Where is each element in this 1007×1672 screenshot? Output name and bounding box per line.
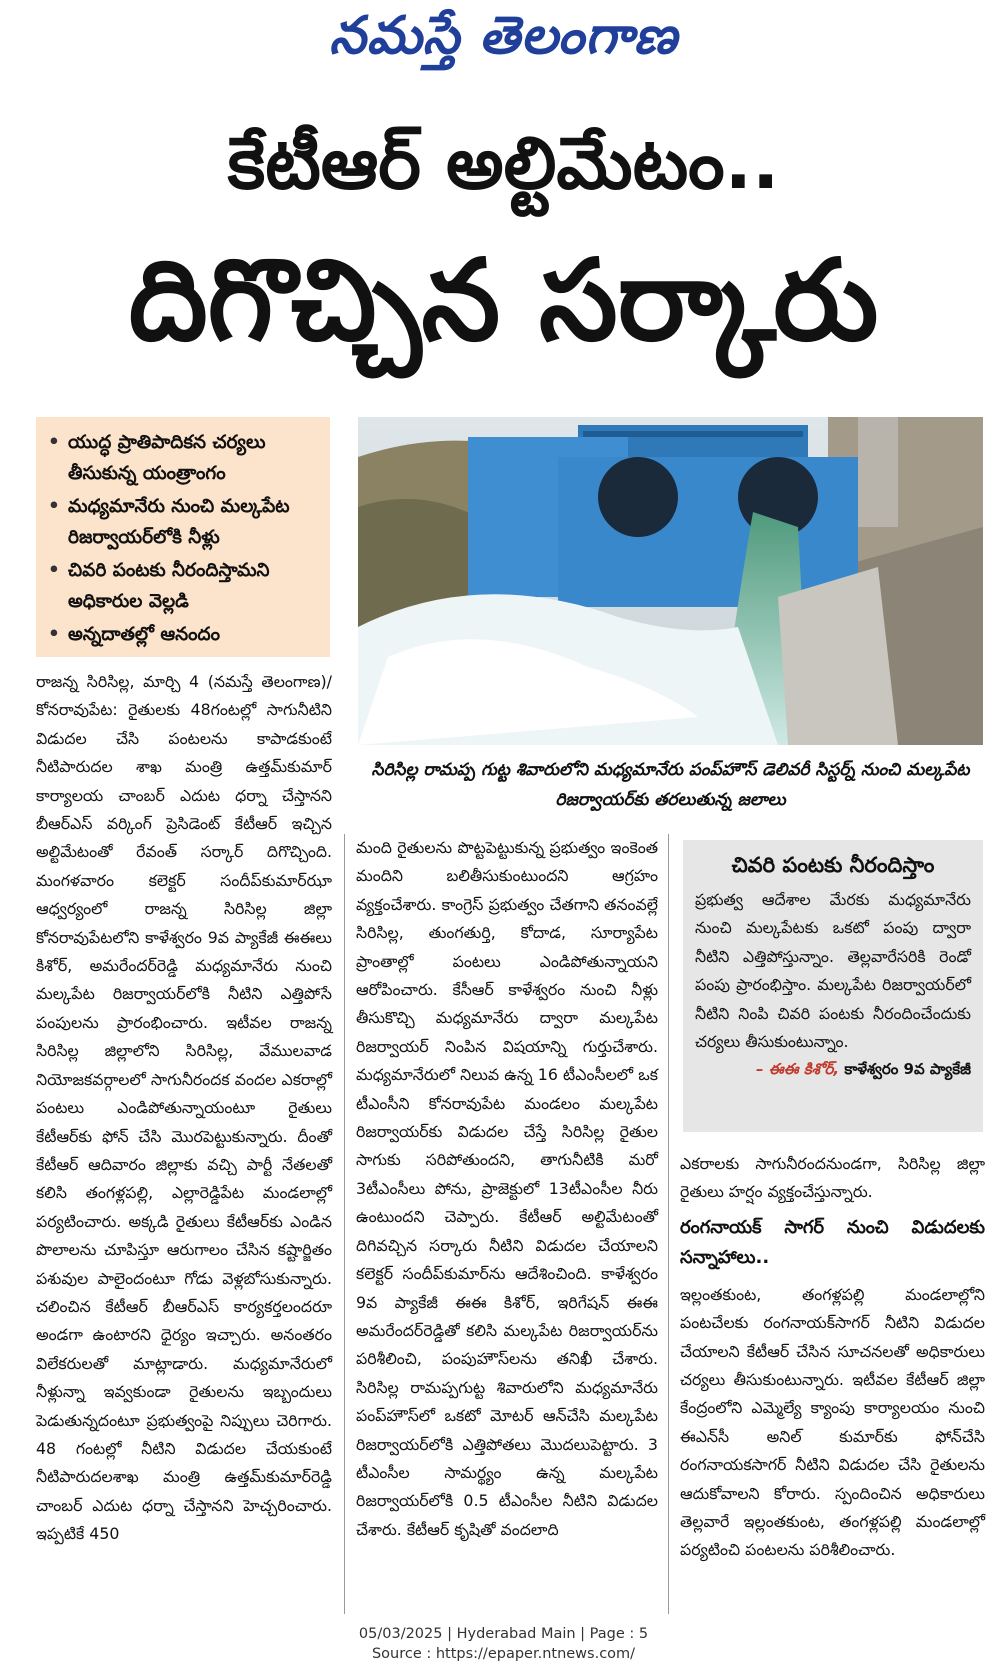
photo-caption: సిరిసిల్ల రామప్ప గుట్ట శివారులోని మధ్యమానేరు పంప్‌హౌస్ డెలివరీ సిస్టర్న్ నుంచి మల్కపేట రిజర్వాయర్‌కు తరలుతున్న జలాలు	[371, 760, 970, 810]
credit-name: – ఈఈ కిశోర్,	[756, 1060, 840, 1079]
highlight-item: • మధ్యమానేరు నుంచి మల్కపేట రిజర్వాయర్‌లోకి నీళ్లు	[46, 491, 322, 553]
sidebox-body: ప్రభుత్వ ఆదేశాల మేరకు మధ్యమానేరు నుంచి మల్కపేటకు ఒకటో పంపు ద్వారా నీటిని ఎత్తిపోస్తున్నాం. తెల్లవారేసరికి రెండో పంపు ప్రారంభిస్తాం. మల్కపేట రిజర్వాయర్‌లో నీటిని నింపి చివరి పంటకు నీరందించేందుకు చర్యలు తీసుకుంటున్నాం.	[695, 890, 971, 1052]
bullet-icon: •	[48, 560, 60, 581]
headline-line2: దిగొచ్చిన సర్కారు	[128, 236, 879, 366]
highlights-box	[36, 417, 330, 657]
footer-source: Source : https://epaper.ntnews.com/	[371, 1646, 636, 1662]
bullet-icon: •	[48, 496, 60, 517]
column-divider	[344, 834, 345, 1614]
column-3-body: ఇల్లంతకుంట, తంగళ్లపల్లి మండలాల్లోని పంటచేలకు రంగనాయక్‌సాగర్ నీటిని విడుదల చేయాలని కేటీఆర్ చేసిన సూచనలతో అధికారులు చర్యలు తీసుకుంటున్నారు. ఇటీవల కేటీఆర్ జిల్లా కేంద్రంలోని ఎమ్మెల్యే క్యాంపు కార్యాలయం నుంచి ఈఎన్‌సీ అనిల్ కుమార్‌కు ఫోన్‌చేసి రంగనాయకసాగర్ నీటిని విడుదల చేసి రైతులను ఆదుకోవాలని కోరారు. స్పందించిన అధికారులు తెల్లవారే ఇల్లంతకుంట, తంగళ్లపల్లి మండలాల్లో పర్యటించి పంటలను పరిశీలించారు.	[680, 1284, 985, 1560]
highlight-item: • చివరి పంటకు నీరందిస్తామని అధికారుల వెల్లడి	[46, 555, 322, 617]
quote-sidebox	[683, 840, 983, 1132]
bullet-icon: •	[48, 432, 60, 453]
credit-role: కాళేశ్వరం 9వ ప్యాకేజీ	[844, 1060, 971, 1079]
highlight-item: • యుద్ధ ప్రాతిపాదికన చర్యలు తీసుకున్న యంత్రాంగం	[46, 427, 322, 489]
headline-line1: కేటీఆర్ అల్టిమేటం..	[227, 121, 780, 205]
column-divider	[668, 834, 669, 1614]
highlight-item: • అన్నదాతల్లో ఆనందం	[46, 619, 322, 650]
sidebox-title: చివరి పంటకు నీరందిస్తాం	[731, 853, 935, 877]
page-footer	[0, 1624, 1007, 1664]
bullet-icon: •	[48, 624, 60, 645]
article-column-1: రాజన్న సిరిసిల్ల, మార్చి 4 (నమస్తే తెలంగాణ)/ కోనరావుపేట: రైతులకు 48గంటల్లో సాగునీటిని విడుదల చేసి పంటలను కాపాడకుంటే నీటిపారుదల శాఖ మంత్రి ఉత్తమ్‌కుమార్ కార్యాలయ చాంబర్ ఎదుట ధర్నా చేస్తానని బీఆర్‌ఎస్ వర్కింగ్ ప్రెసిడెంట్ కేటీఆర్ ఇచ్చిన అల్టిమేటంతో రేవంత్ సర్కార్ దిగొచ్చింది. మంగళవారం కలెక్టర్ సందీప్‌కుమార్‌ఝా ఆధ్వర్యంలో రాజన్న సిరిసిల్ల జిల్లా కోనరావుపేటలోని కాళేశ్వరం 9వ ప్యాకేజీ ఈఈలు కిశోర్, అమరేందర్‌రెడ్డి మధ్యమానేరు నుంచి మల్కపేట రిజర్వాయర్‌లోకి నీటిని ఎత్తిపోసే పంపులను ప్రారంభించారు. ఇటీవల రాజన్న సిరిసిల్ల జిల్లాలోని సిరిసిల్ల, వేములవాడ నియోజకవర్గాలలో సాగునీరందక వందల ఎకరాల్లో పంటలు ఎండిపోతున్నాయంటూ రైతులు కేటీఆర్‌కు ఫోన్ చేసి మొరపెట్టుకున్నారు. దీంతో కేటీఆర్ ఆదివారం జిల్లాకు వచ్చి పార్టీ నేతలతో కలిసి తంగళ్లపల్లి, ఎల్లారెడ్డిపేట మండలాల్లో పర్యటించారు. అక్కడి రైతులు కేటీఆర్‌కు ఎండిన పొలాలను చూపిస్తూ ఆరుగాలం చేసిన కష్టార్జితం పశువుల పాలైందంటూ గోడు వెళ్లబోసుకున్నారు. చలించిన కేటీఆర్ బీఆర్‌ఎస్ కార్యకర్తలందరూ అండగా ఉంటారని ధైర్యం ఇచ్చారు. అనంతరం విలేకరులతో మాట్లాడారు. మధ్యమానేరులో నీళ్లున్నా ఇవ్వకుండా రైతులను ఇబ్బందులు పెడుతున్నదంటూ ప్రభుత్వంపై నిప్పులు చెరిగారు. 48 గంటల్లో నీటిని విడుదల చేయకుంటే నీటిపారుదలశాఖ మంత్రి ఉత్తమ్‌కుమార్‌రెడ్డి చాంబర్ ఎదుట ధర్నా చేస్తానని హెచ్చరించారు. ఇప్పటికే 450	[36, 672, 332, 1544]
section-subhead: రంగనాయక్ సాగర్ నుంచి విడుదలకు సన్నాహాలు..	[680, 1216, 985, 1268]
article-column-3	[680, 1150, 985, 1565]
footer-edition: 05/03/2025 | Hyderabad Main | Page : 5	[358, 1626, 649, 1642]
column-3-intro: ఎకరాలకు సాగునీరందనుండగా, సిరిసిల్ల జిల్లా రైతులు హర్షం వ్యక్తంచేస్తున్నారు.	[680, 1154, 985, 1202]
pumphouse-photo	[358, 417, 983, 745]
article-column-2: మంది రైతులను పొట్టపెట్టుకున్న ప్రభుత్వం ఇంకెంత మందిని బలితీసుకుంటుందని ఆగ్రహం వ్యక్తంచేశారు. కాంగ్రెస్ ప్రభుత్వం చేతగాని తనంవల్లే సిరిసిల్ల, తుంగతుర్తి, కోదాడ, సూర్యాపేట ప్రాంతాల్లో పంటలు ఎండిపోతున్నాయని ఆరోపించారు. కేసీఆర్ కాళేశ్వరం నుంచి నీళ్లు తీసుకొచ్చి మధ్యమానేరు ద్వారా మల్కపేట రిజర్వాయర్ నింపిన విషయాన్ని గుర్తుచేశారు. మధ్యమానేరులో నిలువ ఉన్న 16 టీఎంసీలలో ఒక టీఎంసీని కోనరావుపేట మండలం మల్కపేట రిజర్వాయర్‌కు విడుదల చేస్తే సిరిసిల్ల రైతుల సాగుకు సరిపోతుందని, తాగునీటికి మరో 3టీఎంసీలు పోను, ప్రాజెక్టులో 13టీఎంసీల నీరు ఉంటుందని చెప్పారు. కేటీఆర్ అల్టిమేటంతో దిగివచ్చిన సర్కారు నీటిని విడుదల చేయాలని కలెక్టర్ సందీప్‌కుమార్‌ను ఆదేశించింది. కాళేశ్వరం 9వ ప్యాకేజీ ఈఈ కిశోర్, ఇరిగేషన్ ఈఈ అమరేందర్‌రెడ్డితో కలిసి మల్కపేట రిజర్వాయర్‌ను పరిశీలించి, పంపుహౌస్‌లను తనిఖీ చేశారు. సిరిసిల్ల రామప్పగుట్ట శివారులోని మధ్యమానేరు పంప్‌హౌస్‌లో ఒకటో మోటర్ ఆన్‌చేసి మల్కపేట రిజర్వాయర్‌లోకి ఎత్తిపోతలు మొదలుపెట్టారు. 3 టీఎంసీల సామర్థ్యం ఉన్న మల్కపేట రిజర్వాయర్‌లోకి 0.5 టీఎంసీల నీటిని విడుదల చేశారు. కేటీఆర్ కృషితో వందలాది	[356, 838, 658, 1539]
sidebox-credit	[695, 1060, 971, 1082]
masthead: నమస్తే తెలంగాణ	[329, 6, 678, 66]
